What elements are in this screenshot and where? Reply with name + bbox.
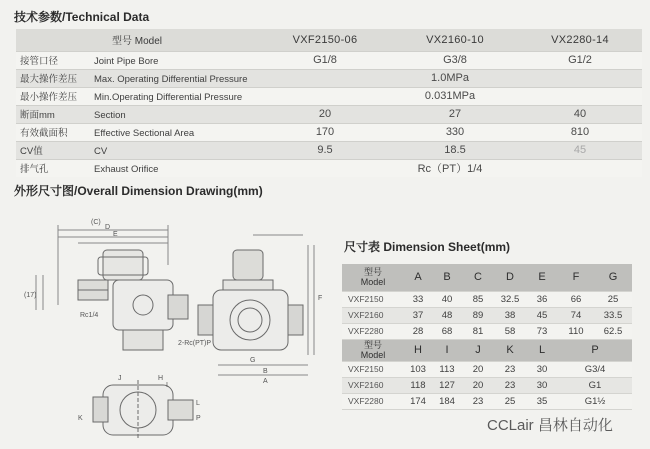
- column-header: J: [462, 339, 494, 361]
- dimension-sheet-table: [342, 264, 632, 410]
- value-cell: 18.5: [392, 141, 518, 159]
- row-label-zh: 接管口径: [20, 56, 59, 67]
- row-label-zh: 有效截面积: [20, 128, 68, 139]
- model-header-en: Model: [360, 350, 386, 360]
- value-cell: G1: [558, 377, 632, 393]
- label-j: J: [118, 375, 122, 382]
- model-cell: VXF2160: [342, 307, 404, 323]
- table-row: [16, 123, 642, 141]
- value-cell: 62.5: [594, 323, 632, 339]
- merged-value-cell: 0.031MPa: [258, 87, 642, 105]
- column-header: L: [526, 339, 558, 361]
- label-p: P: [196, 415, 201, 422]
- row-label: [16, 69, 258, 87]
- value-cell: 113: [432, 361, 462, 377]
- column-header: K: [494, 339, 526, 361]
- row-label-en: Section: [94, 110, 126, 121]
- column-header: D: [494, 264, 526, 291]
- model-header-zh: 型号: [363, 267, 382, 278]
- table-row: [16, 51, 642, 69]
- dimension-sheet-title-en: Dimension Sheet(mm): [383, 240, 511, 254]
- column-header: B: [432, 264, 462, 291]
- model-cell: VXF2150: [342, 291, 404, 307]
- table-row: [16, 87, 642, 105]
- value-cell: 20: [462, 361, 494, 377]
- row-label-zh: 断面mm: [20, 110, 55, 121]
- value-cell: 89: [462, 307, 494, 323]
- drawing-title: 外形尺寸图/Overall Dimension Drawing(mm): [14, 184, 263, 198]
- table-row: [342, 393, 632, 409]
- value-cell: 32.5: [494, 291, 526, 307]
- column-header: F: [558, 264, 594, 291]
- value-cell: 30: [526, 361, 558, 377]
- label-c: (C): [91, 219, 101, 226]
- value-cell: 35: [526, 393, 558, 409]
- value-cell: 74: [558, 307, 594, 323]
- value-cell: 73: [526, 323, 558, 339]
- value-cell: 30: [526, 377, 558, 393]
- value-cell: 127: [432, 377, 462, 393]
- table-row: [342, 291, 632, 307]
- model-header-cell: [342, 264, 404, 291]
- label-a: A: [263, 378, 268, 385]
- table-row: [342, 361, 632, 377]
- row-label: [16, 105, 258, 123]
- column-header: VX2280-14: [518, 29, 642, 51]
- column-header: P: [558, 339, 632, 361]
- table-row: [16, 159, 642, 177]
- row-label-en: Joint Pipe Bore: [94, 56, 159, 67]
- column-header: VXF2150-06: [258, 29, 392, 51]
- row-label-zh: 排气孔: [20, 164, 49, 176]
- label-g: G: [250, 357, 256, 364]
- value-cell: 33: [404, 291, 432, 307]
- value-cell: 25: [494, 393, 526, 409]
- value-cell: 25: [594, 291, 632, 307]
- column-header: A: [404, 264, 432, 291]
- model-header-zh: 型号: [363, 340, 382, 350]
- label-e: E: [113, 231, 118, 238]
- value-cell: 81: [462, 323, 494, 339]
- model-cell: VXF2280: [342, 393, 404, 409]
- label-h: H: [158, 375, 164, 382]
- value-cell: 33.5: [594, 307, 632, 323]
- value-cell: G1½: [558, 393, 632, 409]
- label-l: L: [196, 400, 200, 407]
- label-17: (17): [24, 292, 37, 299]
- value-cell: 810: [518, 123, 642, 141]
- value-cell: G1/8: [258, 51, 392, 69]
- row-label-en: Exhaust Orifice: [94, 164, 159, 176]
- valve-front-view: [198, 250, 303, 350]
- dim-header-row: [342, 339, 632, 361]
- value-cell: G3/4: [558, 361, 632, 377]
- value-cell: 23: [494, 361, 526, 377]
- row-label-zh: CV值: [20, 146, 43, 157]
- column-header: G: [594, 264, 632, 291]
- row-label-zh: 最大操作差压: [20, 74, 78, 85]
- label-f: F: [318, 295, 323, 302]
- value-cell: 36: [526, 291, 558, 307]
- row-label-en: Effective Sectional Area: [94, 128, 195, 139]
- label-i: I: [166, 382, 168, 389]
- label-port: 2-Rc(PT)P: [178, 340, 212, 347]
- model-header-en: Model: [134, 36, 163, 48]
- value-cell: G3/8: [392, 51, 518, 69]
- dimension-sheet-title-zh: 尺寸表: [344, 240, 381, 254]
- table-row: [342, 323, 632, 339]
- value-cell: 184: [432, 393, 462, 409]
- value-cell: G1/2: [518, 51, 642, 69]
- tech-header-row: [16, 29, 642, 51]
- row-label: [16, 51, 258, 69]
- row-label: [16, 87, 258, 105]
- column-header: E: [526, 264, 558, 291]
- value-cell: 103: [404, 361, 432, 377]
- label-b: B: [263, 368, 268, 375]
- value-cell: 40: [432, 291, 462, 307]
- value-cell: 23: [494, 377, 526, 393]
- table-row: [16, 105, 642, 123]
- value-cell: 45: [526, 307, 558, 323]
- dim-header-row: [342, 264, 632, 291]
- value-cell: 68: [432, 323, 462, 339]
- dimension-sheet-title: [344, 238, 510, 255]
- value-cell: 118: [404, 377, 432, 393]
- model-header-cell: [342, 339, 404, 361]
- model-cell: VXF2150: [342, 361, 404, 377]
- technical-data-table: [16, 29, 642, 177]
- row-label-en: CV: [94, 146, 108, 157]
- model-header-cell: [16, 29, 258, 51]
- value-cell: 9.5: [258, 141, 392, 159]
- value-cell: 330: [392, 123, 518, 141]
- value-cell: 20: [462, 377, 494, 393]
- merged-value-cell: Rc（PT）1/4: [258, 159, 642, 177]
- value-cell: 37: [404, 307, 432, 323]
- merged-value-cell: 1.0MPa: [258, 69, 642, 87]
- value-cell: 45: [518, 141, 642, 159]
- row-label-en: Max. Operating Differential Pressure: [94, 74, 248, 85]
- row-label: [16, 159, 258, 177]
- column-header: VX2160-10: [392, 29, 518, 51]
- tech-data-title: 技术参数/Technical Data: [14, 10, 150, 24]
- label-rc: Rc1/4: [80, 312, 99, 319]
- model-cell: VXF2280: [342, 323, 404, 339]
- value-cell: 20: [258, 105, 392, 123]
- table-row: [16, 141, 642, 159]
- row-label-zh: 最小操作差压: [20, 92, 78, 103]
- model-header-en: Model: [360, 277, 386, 288]
- value-cell: 28: [404, 323, 432, 339]
- label-k: K: [78, 415, 83, 422]
- watermark: CCLair 昌林自动化: [487, 417, 613, 434]
- value-cell: 23: [462, 393, 494, 409]
- table-row: [342, 307, 632, 323]
- column-header: I: [432, 339, 462, 361]
- row-label-en: Min.Operating Differential Pressure: [94, 92, 243, 103]
- model-cell: VXF2160: [342, 377, 404, 393]
- value-cell: 40: [518, 105, 642, 123]
- value-cell: 38: [494, 307, 526, 323]
- label-d: D: [105, 224, 111, 231]
- model-header-zh: 型号: [111, 36, 132, 48]
- value-cell: 58: [494, 323, 526, 339]
- value-cell: 85: [462, 291, 494, 307]
- table-row: [342, 377, 632, 393]
- valve-top-view: [93, 380, 193, 440]
- value-cell: 66: [558, 291, 594, 307]
- value-cell: 27: [392, 105, 518, 123]
- column-header: C: [462, 264, 494, 291]
- row-label: [16, 123, 258, 141]
- column-header: H: [404, 339, 432, 361]
- value-cell: 170: [258, 123, 392, 141]
- value-cell: 110: [558, 323, 594, 339]
- row-label: [16, 141, 258, 159]
- table-row: [16, 69, 642, 87]
- valve-side-view: [78, 250, 188, 350]
- value-cell: 48: [432, 307, 462, 323]
- value-cell: 174: [404, 393, 432, 409]
- dimension-drawing: [18, 205, 336, 445]
